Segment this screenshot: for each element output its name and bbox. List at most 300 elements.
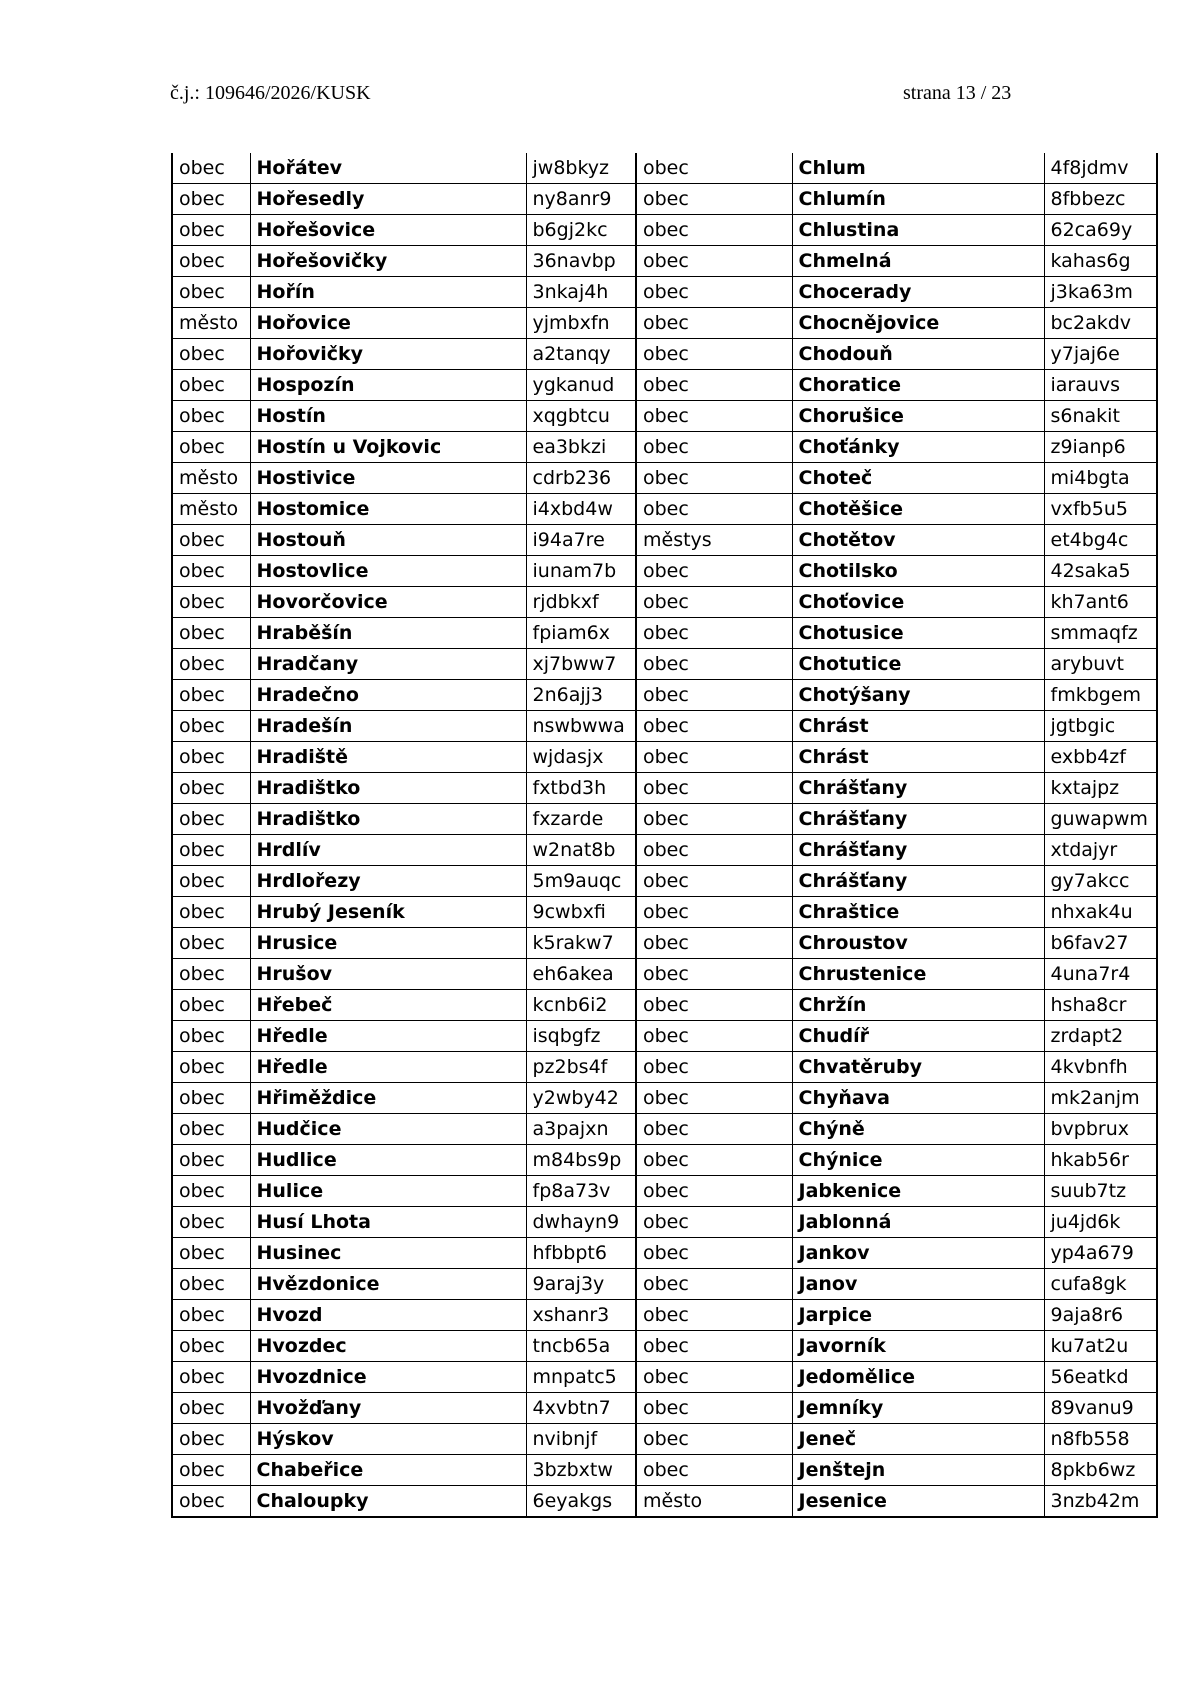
table-row — [172, 835, 1157, 866]
municipality-name: Hvozdec — [250, 1331, 526, 1362]
municipality-type: obec — [636, 556, 792, 587]
municipality-code: 56eatkd — [1044, 1362, 1157, 1393]
municipality-name: Jeneč — [792, 1424, 1044, 1455]
municipality-name: Hrdlív — [250, 835, 526, 866]
municipality-type: obec — [636, 339, 792, 370]
municipality-code: kahas6g — [1044, 246, 1157, 277]
table-row — [172, 1207, 1157, 1238]
municipality-name: Hořovičky — [250, 339, 526, 370]
municipality-name: Chrášťany — [792, 866, 1044, 897]
municipality-code: eh6akea — [526, 959, 636, 990]
municipality-code: 4xvbtn7 — [526, 1393, 636, 1424]
municipality-name: Chýně — [792, 1114, 1044, 1145]
municipality-name: Hrusice — [250, 928, 526, 959]
document-reference: č.j.: 109646/2026/KUSK — [170, 82, 371, 104]
table-row — [172, 1424, 1157, 1455]
municipality-type: obec — [172, 1455, 250, 1486]
municipality-code: wjdasjx — [526, 742, 636, 773]
table-row — [172, 401, 1157, 432]
municipality-type: obec — [636, 432, 792, 463]
municipality-name: Hudčice — [250, 1114, 526, 1145]
table-row — [172, 1052, 1157, 1083]
municipality-name: Hořovice — [250, 308, 526, 339]
municipality-type: obec — [172, 432, 250, 463]
municipality-code: 3bzbxtw — [526, 1455, 636, 1486]
municipality-name: Hulice — [250, 1176, 526, 1207]
municipality-code: et4bg4c — [1044, 525, 1157, 556]
municipality-name: Jarpice — [792, 1300, 1044, 1331]
municipality-type: obec — [172, 1114, 250, 1145]
municipality-code: 8fbbezc — [1044, 184, 1157, 215]
table-row — [172, 277, 1157, 308]
municipality-name: Chlumín — [792, 184, 1044, 215]
municipality-name: Chroustov — [792, 928, 1044, 959]
municipality-type: obec — [636, 246, 792, 277]
municipality-code: cdrb236 — [526, 463, 636, 494]
municipality-name: Hradištko — [250, 804, 526, 835]
municipality-name: Chlum — [792, 153, 1044, 184]
municipality-type: obec — [172, 959, 250, 990]
municipality-code: guwapwm — [1044, 804, 1157, 835]
municipality-type: obec — [636, 649, 792, 680]
municipality-code: kh7ant6 — [1044, 587, 1157, 618]
municipality-name: Hrušov — [250, 959, 526, 990]
municipality-name: Chrášťany — [792, 773, 1044, 804]
municipality-name: Chaloupky — [250, 1486, 526, 1518]
municipality-code: jgtbgic — [1044, 711, 1157, 742]
municipality-name: Chotusice — [792, 618, 1044, 649]
municipality-name: Javorník — [792, 1331, 1044, 1362]
municipality-name: Hvozdnice — [250, 1362, 526, 1393]
municipality-name: Hostovlice — [250, 556, 526, 587]
municipality-type: obec — [172, 525, 250, 556]
municipality-type: obec — [636, 835, 792, 866]
municipality-code: 4kvbnfh — [1044, 1052, 1157, 1083]
municipality-type: obec — [172, 184, 250, 215]
municipality-name: Chotětov — [792, 525, 1044, 556]
table-row — [172, 246, 1157, 277]
table-row — [172, 525, 1157, 556]
municipality-name: Chýnice — [792, 1145, 1044, 1176]
municipality-type: obec — [636, 1300, 792, 1331]
municipality-name: Hradiště — [250, 742, 526, 773]
municipality-name: Chrášťany — [792, 804, 1044, 835]
municipality-type: obec — [172, 215, 250, 246]
municipality-name: Hradištko — [250, 773, 526, 804]
municipality-type: obec — [172, 928, 250, 959]
municipality-name: Husí Lhota — [250, 1207, 526, 1238]
table-row — [172, 1083, 1157, 1114]
municipality-code: ea3bkzi — [526, 432, 636, 463]
municipality-name: Choratice — [792, 370, 1044, 401]
municipality-type: obec — [172, 1269, 250, 1300]
municipality-type: obec — [636, 1021, 792, 1052]
municipality-name: Chabeřice — [250, 1455, 526, 1486]
municipality-type: obec — [172, 866, 250, 897]
municipality-type: obec — [636, 897, 792, 928]
municipality-name: Chyňava — [792, 1083, 1044, 1114]
municipality-type: obec — [636, 773, 792, 804]
table-row — [172, 1486, 1157, 1518]
municipality-code: ju4jd6k — [1044, 1207, 1157, 1238]
municipality-type: obec — [172, 1052, 250, 1083]
municipality-code: nhxak4u — [1044, 897, 1157, 928]
municipality-code: fmkbgem — [1044, 680, 1157, 711]
municipality-name: Jabkenice — [792, 1176, 1044, 1207]
municipality-type: obec — [172, 618, 250, 649]
municipality-code: tncb65a — [526, 1331, 636, 1362]
municipality-type: obec — [172, 1176, 250, 1207]
municipality-code: 89vanu9 — [1044, 1393, 1157, 1424]
municipality-name: Chrást — [792, 711, 1044, 742]
municipality-type: obec — [636, 1176, 792, 1207]
municipality-name: Hvožďany — [250, 1393, 526, 1424]
municipality-type: město — [636, 1486, 792, 1518]
municipality-table — [171, 153, 1158, 1518]
municipality-code: iunam7b — [526, 556, 636, 587]
municipality-name: Hrdlořezy — [250, 866, 526, 897]
municipality-name: Chrášťany — [792, 835, 1044, 866]
municipality-code: pz2bs4f — [526, 1052, 636, 1083]
municipality-type: obec — [172, 1207, 250, 1238]
table-row — [172, 370, 1157, 401]
municipality-type: obec — [172, 401, 250, 432]
table-row — [172, 928, 1157, 959]
municipality-type: obec — [172, 680, 250, 711]
municipality-type: město — [172, 494, 250, 525]
municipality-name: Hradešín — [250, 711, 526, 742]
municipality-type: obec — [636, 1393, 792, 1424]
municipality-name: Hořešovice — [250, 215, 526, 246]
municipality-type: obec — [172, 556, 250, 587]
municipality-name: Chrustenice — [792, 959, 1044, 990]
table-row — [172, 773, 1157, 804]
municipality-type: obec — [172, 1362, 250, 1393]
table-row — [172, 153, 1157, 184]
municipality-code: fxzarde — [526, 804, 636, 835]
municipality-code: vxfb5u5 — [1044, 494, 1157, 525]
municipality-name: Jankov — [792, 1238, 1044, 1269]
municipality-name: Hvozd — [250, 1300, 526, 1331]
municipality-name: Choťánky — [792, 432, 1044, 463]
municipality-name: Hořesedly — [250, 184, 526, 215]
municipality-type: obec — [636, 1331, 792, 1362]
municipality-type: obec — [636, 1052, 792, 1083]
municipality-type: obec — [636, 618, 792, 649]
municipality-type: obec — [636, 1207, 792, 1238]
municipality-type: obec — [636, 215, 792, 246]
table-row — [172, 1362, 1157, 1393]
municipality-code: fxtbd3h — [526, 773, 636, 804]
municipality-code: hfbbpt6 — [526, 1238, 636, 1269]
municipality-name: Choteč — [792, 463, 1044, 494]
municipality-type: obec — [172, 1393, 250, 1424]
table-row — [172, 1238, 1157, 1269]
municipality-name: Hospozín — [250, 370, 526, 401]
municipality-name: Hradečno — [250, 680, 526, 711]
municipality-code: xqgbtcu — [526, 401, 636, 432]
municipality-type: obec — [636, 711, 792, 742]
municipality-type: obec — [172, 1083, 250, 1114]
municipality-code: j3ka63m — [1044, 277, 1157, 308]
municipality-code: y2wby42 — [526, 1083, 636, 1114]
municipality-code: fpiam6x — [526, 618, 636, 649]
municipality-type: obec — [636, 153, 792, 184]
municipality-name: Chvatěruby — [792, 1052, 1044, 1083]
municipality-code: 6eyakgs — [526, 1486, 636, 1518]
municipality-code: 3nkaj4h — [526, 277, 636, 308]
municipality-name: Jesenice — [792, 1486, 1044, 1518]
table-row — [172, 1455, 1157, 1486]
municipality-type: obec — [636, 1269, 792, 1300]
table-row — [172, 897, 1157, 928]
municipality-code: k5rakw7 — [526, 928, 636, 959]
municipality-code: 4una7r4 — [1044, 959, 1157, 990]
municipality-type: obec — [636, 928, 792, 959]
municipality-code: bc2akdv — [1044, 308, 1157, 339]
municipality-code: dwhayn9 — [526, 1207, 636, 1238]
municipality-code: b6gj2kc — [526, 215, 636, 246]
municipality-name: Hovorčovice — [250, 587, 526, 618]
municipality-type: obec — [172, 1300, 250, 1331]
municipality-name: Hořátev — [250, 153, 526, 184]
municipality-code: xtdajyr — [1044, 835, 1157, 866]
table-row — [172, 1176, 1157, 1207]
municipality-name: Hřebeč — [250, 990, 526, 1021]
municipality-name: Hředle — [250, 1052, 526, 1083]
municipality-code: hkab56r — [1044, 1145, 1157, 1176]
municipality-type: obec — [172, 835, 250, 866]
municipality-code: fp8a73v — [526, 1176, 636, 1207]
municipality-type: obec — [172, 1021, 250, 1052]
municipality-code: 62ca69y — [1044, 215, 1157, 246]
municipality-name: Choťovice — [792, 587, 1044, 618]
municipality-type: obec — [636, 277, 792, 308]
municipality-name: Chocnějovice — [792, 308, 1044, 339]
municipality-type: obec — [172, 1145, 250, 1176]
municipality-code: mk2anjm — [1044, 1083, 1157, 1114]
municipality-name: Jemníky — [792, 1393, 1044, 1424]
municipality-code: rjdbkxf — [526, 587, 636, 618]
table-row — [172, 1300, 1157, 1331]
municipality-type: obec — [172, 1331, 250, 1362]
table-row — [172, 308, 1157, 339]
municipality-code: nswbwwa — [526, 711, 636, 742]
municipality-code: ygkanud — [526, 370, 636, 401]
table-row — [172, 1269, 1157, 1300]
municipality-code: iarauvs — [1044, 370, 1157, 401]
municipality-code: gy7akcc — [1044, 866, 1157, 897]
municipality-name: Chotěšice — [792, 494, 1044, 525]
table-row — [172, 1114, 1157, 1145]
municipality-code: nvibnjf — [526, 1424, 636, 1455]
table-row — [172, 215, 1157, 246]
table-row — [172, 1331, 1157, 1362]
municipality-type: obec — [172, 1486, 250, 1518]
municipality-type: obec — [636, 742, 792, 773]
municipality-type: obec — [636, 1424, 792, 1455]
municipality-type: obec — [636, 587, 792, 618]
municipality-name: Chudíř — [792, 1021, 1044, 1052]
table-row — [172, 1021, 1157, 1052]
municipality-name: Hořešovičky — [250, 246, 526, 277]
municipality-code: 3nzb42m — [1044, 1486, 1157, 1518]
municipality-type: obec — [636, 1238, 792, 1269]
municipality-name: Hýskov — [250, 1424, 526, 1455]
municipality-type: obec — [636, 1455, 792, 1486]
municipality-type: obec — [172, 1424, 250, 1455]
municipality-type: obec — [636, 1114, 792, 1145]
municipality-type: obec — [172, 804, 250, 835]
municipality-code: isqbgfz — [526, 1021, 636, 1052]
municipality-name: Chraštice — [792, 897, 1044, 928]
table-row — [172, 556, 1157, 587]
table-row — [172, 618, 1157, 649]
municipality-code: n8fb558 — [1044, 1424, 1157, 1455]
municipality-name: Jablonná — [792, 1207, 1044, 1238]
municipality-name: Chotýšany — [792, 680, 1044, 711]
municipality-code: xj7bww7 — [526, 649, 636, 680]
municipality-name: Chržín — [792, 990, 1044, 1021]
table-row — [172, 680, 1157, 711]
municipality-code: zrdapt2 — [1044, 1021, 1157, 1052]
municipality-code: 8pkb6wz — [1044, 1455, 1157, 1486]
municipality-code: y7jaj6e — [1044, 339, 1157, 370]
municipality-code: m84bs9p — [526, 1145, 636, 1176]
municipality-type: obec — [172, 246, 250, 277]
table-row — [172, 742, 1157, 773]
page-number: strana 13 / 23 — [903, 82, 1012, 104]
municipality-name: Chodouň — [792, 339, 1044, 370]
municipality-name: Hředle — [250, 1021, 526, 1052]
table-row — [172, 339, 1157, 370]
municipality-code: 2n6ajj3 — [526, 680, 636, 711]
municipality-type: obec — [636, 959, 792, 990]
table-row — [172, 1145, 1157, 1176]
municipality-type: obec — [172, 897, 250, 928]
municipality-code: jw8bkyz — [526, 153, 636, 184]
municipality-code: xshanr3 — [526, 1300, 636, 1331]
municipality-code: i4xbd4w — [526, 494, 636, 525]
municipality-type: obec — [636, 866, 792, 897]
municipality-code: 9cwbxfi — [526, 897, 636, 928]
table-row — [172, 804, 1157, 835]
municipality-type: obec — [636, 680, 792, 711]
municipality-name: Chlustina — [792, 215, 1044, 246]
municipality-table-body — [172, 153, 1157, 1517]
municipality-type: obec — [172, 153, 250, 184]
municipality-code: i94a7re — [526, 525, 636, 556]
municipality-name: Hostomice — [250, 494, 526, 525]
municipality-type: obec — [636, 494, 792, 525]
municipality-code: 36navbp — [526, 246, 636, 277]
municipality-code: smmaqfz — [1044, 618, 1157, 649]
municipality-name: Chrást — [792, 742, 1044, 773]
municipality-name: Jedomělice — [792, 1362, 1044, 1393]
table-row — [172, 1393, 1157, 1424]
municipality-type: obec — [172, 649, 250, 680]
municipality-code: 4f8jdmv — [1044, 153, 1157, 184]
municipality-code: yjmbxfn — [526, 308, 636, 339]
municipality-type: obec — [172, 1238, 250, 1269]
municipality-name: Hradčany — [250, 649, 526, 680]
table-row — [172, 711, 1157, 742]
municipality-name: Hořín — [250, 277, 526, 308]
municipality-name: Chotutice — [792, 649, 1044, 680]
municipality-name: Chocerady — [792, 277, 1044, 308]
table-row — [172, 463, 1157, 494]
municipality-type: obec — [636, 184, 792, 215]
municipality-code: s6nakit — [1044, 401, 1157, 432]
municipality-code: z9ianp6 — [1044, 432, 1157, 463]
municipality-type: obec — [172, 277, 250, 308]
municipality-code: hsha8cr — [1044, 990, 1157, 1021]
municipality-name: Chmelná — [792, 246, 1044, 277]
municipality-type: obec — [172, 370, 250, 401]
municipality-code: kcnb6i2 — [526, 990, 636, 1021]
table-row — [172, 587, 1157, 618]
municipality-code: 42saka5 — [1044, 556, 1157, 587]
municipality-code: mnpatc5 — [526, 1362, 636, 1393]
municipality-type: obec — [172, 587, 250, 618]
municipality-code: b6fav27 — [1044, 928, 1157, 959]
municipality-type: obec — [172, 773, 250, 804]
municipality-type: obec — [636, 463, 792, 494]
table-row — [172, 649, 1157, 680]
municipality-code: exbb4zf — [1044, 742, 1157, 773]
municipality-code: cufa8gk — [1044, 1269, 1157, 1300]
municipality-type: obec — [636, 1362, 792, 1393]
table-row — [172, 866, 1157, 897]
municipality-type: město — [172, 463, 250, 494]
municipality-type: obec — [636, 370, 792, 401]
municipality-code: kxtajpz — [1044, 773, 1157, 804]
municipality-name: Hostivice — [250, 463, 526, 494]
municipality-name: Hřiměždice — [250, 1083, 526, 1114]
municipality-code: 9aja8r6 — [1044, 1300, 1157, 1331]
municipality-name: Hraběšín — [250, 618, 526, 649]
municipality-name: Janov — [792, 1269, 1044, 1300]
table-row — [172, 990, 1157, 1021]
municipality-type: město — [172, 308, 250, 339]
municipality-type: obec — [636, 804, 792, 835]
municipality-code: a3pajxn — [526, 1114, 636, 1145]
municipality-code: bvpbrux — [1044, 1114, 1157, 1145]
municipality-code: ny8anr9 — [526, 184, 636, 215]
municipality-type: obec — [636, 1145, 792, 1176]
table-row — [172, 494, 1157, 525]
municipality-type: městys — [636, 525, 792, 556]
municipality-code: arybuvt — [1044, 649, 1157, 680]
table-row — [172, 432, 1157, 463]
municipality-name: Hostín — [250, 401, 526, 432]
municipality-name: Hudlice — [250, 1145, 526, 1176]
municipality-code: yp4a679 — [1044, 1238, 1157, 1269]
municipality-code: 5m9auqc — [526, 866, 636, 897]
municipality-type: obec — [636, 1083, 792, 1114]
municipality-code: 9araj3y — [526, 1269, 636, 1300]
municipality-name: Hostín u Vojkovic — [250, 432, 526, 463]
municipality-name: Hvězdonice — [250, 1269, 526, 1300]
table-row — [172, 959, 1157, 990]
municipality-name: Chotilsko — [792, 556, 1044, 587]
municipality-code: a2tanqy — [526, 339, 636, 370]
municipality-name: Hostouň — [250, 525, 526, 556]
municipality-type: obec — [172, 990, 250, 1021]
municipality-type: obec — [636, 401, 792, 432]
municipality-type: obec — [636, 990, 792, 1021]
municipality-code: mi4bgta — [1044, 463, 1157, 494]
